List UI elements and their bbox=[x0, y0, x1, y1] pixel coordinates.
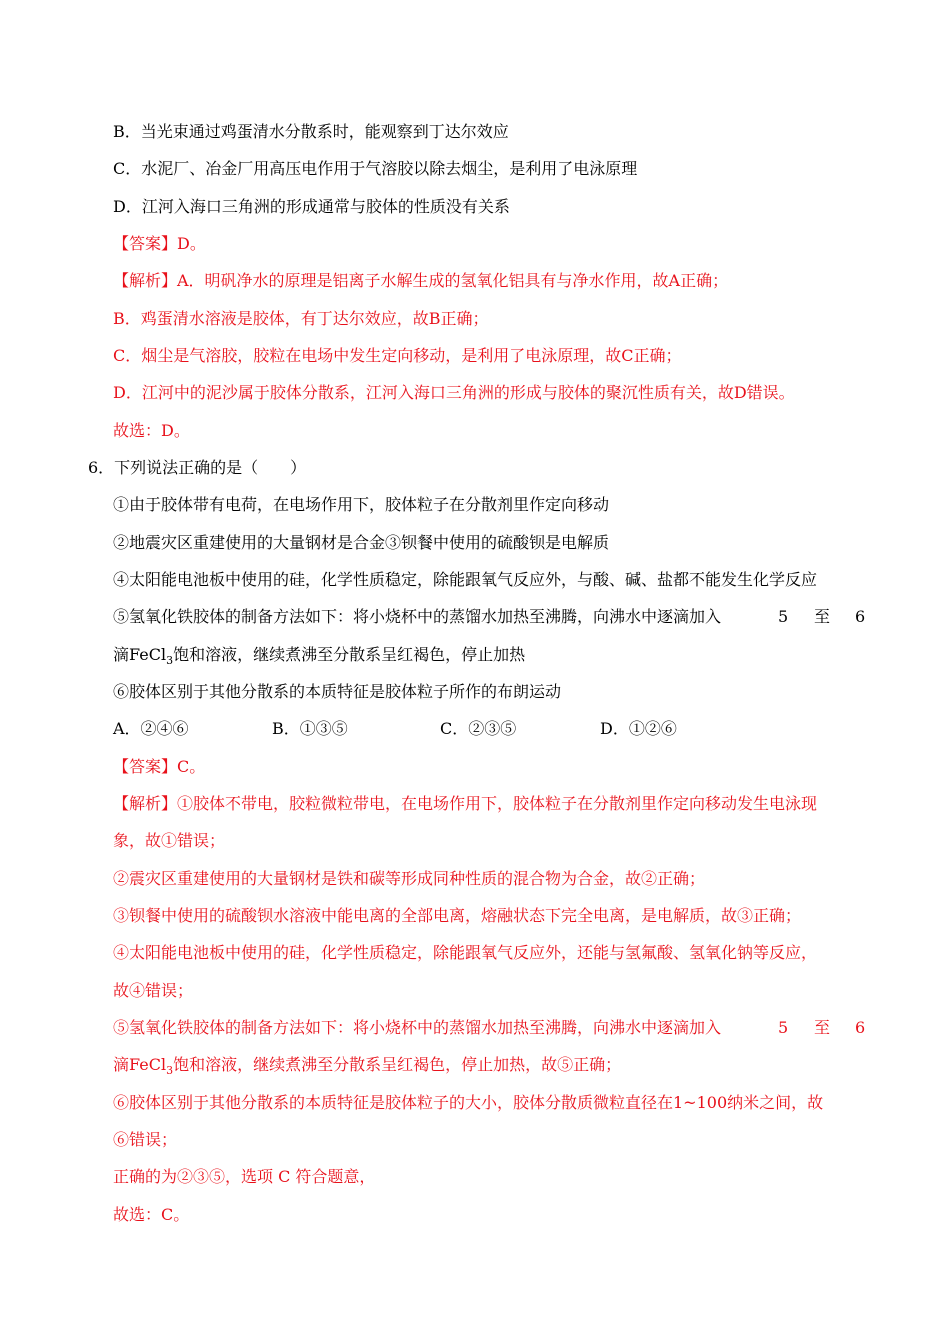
q6-analysis-5-num1: 5 bbox=[778, 1018, 789, 1037]
q6-analysis-1b: 象，故①错误； bbox=[113, 831, 226, 850]
q6-analysis-5-num2: 6 bbox=[855, 1018, 866, 1037]
q6-analysis-5-to: 至 bbox=[814, 1018, 831, 1037]
q6-analysis-5a-text: ⑤氢氧化铁胶体的制备方法如下：将小烧杯中的蒸馏水加热至沸腾，向沸水中逐滴加入 bbox=[113, 1018, 722, 1037]
q6-statement-5-cont-post: 饱和溶液，继续煮沸至分散系呈红褐色，停止加热 bbox=[173, 645, 526, 664]
q6-analysis-5a bbox=[113, 1017, 721, 1039]
q6-analysis-5b-subscript: 3 bbox=[166, 1064, 174, 1078]
q6-statement-5-cont-pre: 滴FeCl bbox=[113, 645, 167, 664]
q5-final-choice: 故选：D。 bbox=[113, 421, 190, 440]
q6-analysis-5b-post: 饱和溶液，继续煮沸至分散系呈红褐色，停止加热，故⑤正确； bbox=[173, 1055, 622, 1074]
q6-conclusion: 正确的为②③⑤，选项 C 符合题意， bbox=[113, 1167, 376, 1186]
q6-choice-a: A．②④⑥ bbox=[113, 719, 189, 738]
q5-analysis-a: 【解析】A．明矾净水的原理是铝离子水解生成的氢氧化铝具有与净水作用，故A正确； bbox=[113, 271, 729, 290]
q6-statement-2-3: ②地震灾区重建使用的大量钢材是合金③钡餐中使用的硫酸钡是电解质 bbox=[113, 533, 610, 552]
q6-final-choice: 故选：C。 bbox=[113, 1205, 190, 1224]
q6-statement-5 bbox=[113, 606, 721, 628]
q6-analysis-4b: 故④错误； bbox=[113, 981, 194, 1000]
q6-statement-5-text: ⑤氢氧化铁胶体的制备方法如下：将小烧杯中的蒸馏水加热至沸腾，向沸水中逐滴加入 bbox=[113, 607, 722, 626]
q6-analysis-6b: ⑥错误； bbox=[113, 1130, 178, 1149]
q6-statement-1: ①由于胶体带有电荷，在电场作用下，胶体粒子在分散剂里作定向移动 bbox=[113, 495, 610, 514]
q6-analysis-6a: ⑥胶体区别于其他分散系的本质特征是胶体粒子的大小，胶体分散质微粒直径在1~100纳米之间，故 bbox=[113, 1093, 824, 1112]
q5-option-b: B．当光束通过鸡蛋清水分散系时，能观察到丁达尔效应 bbox=[113, 122, 509, 141]
q6-analysis-3: ③钡餐中使用的硫酸钡水溶液中能电离的全部电离，熔融状态下完全电离，是电解质，故③正确； bbox=[113, 906, 802, 925]
q6-statement-5-num1: 5 bbox=[778, 607, 789, 626]
q6-analysis-5b-pre: 滴FeCl bbox=[113, 1055, 167, 1074]
q6-choice-b: B．①③⑤ bbox=[272, 719, 348, 738]
q5-analysis-b: B．鸡蛋清水溶液是胶体，有丁达尔效应，故B正确； bbox=[113, 309, 489, 328]
q6-statement-6: ⑥胶体区别于其他分散系的本质特征是胶体粒子所作的布朗运动 bbox=[113, 682, 562, 701]
q6-statement-5-subscript: 3 bbox=[166, 654, 174, 668]
q5-option-d: D．江河入海口三角洲的形成通常与胶体的性质没有关系 bbox=[113, 197, 510, 216]
q5-analysis-c: C．烟尘是气溶胶，胶粒在电场中发生定向移动，是利用了电泳原理，故C正确； bbox=[113, 346, 682, 365]
q6-answer: 【答案】C。 bbox=[113, 757, 206, 776]
q5-answer: 【答案】D。 bbox=[113, 234, 206, 253]
q5-analysis-d: D．江河中的泥沙属于胶体分散系，江河入海口三角洲的形成与胶体的聚沉性质有关，故D错误。 bbox=[113, 383, 795, 402]
q6-stem: 6．下列说法正确的是（ ） bbox=[88, 458, 307, 477]
q5-option-c: C．水泥厂、冶金厂用高压电作用于气溶胶以除去烟尘，是利用了电泳原理 bbox=[113, 159, 638, 178]
q6-statement-5-cont bbox=[113, 644, 525, 666]
q6-choice-d: D．①②⑥ bbox=[600, 719, 677, 738]
q6-statement-5-to: 至 bbox=[814, 607, 831, 626]
q6-analysis-1a: 【解析】①胶体不带电，胶粒微粒带电，在电场作用下，胶体粒子在分散剂里作定向移动发生电泳现 bbox=[113, 794, 818, 813]
q6-analysis-5b bbox=[113, 1054, 621, 1076]
q6-statement-5-num2: 6 bbox=[855, 607, 866, 626]
q6-analysis-4a: ④太阳能电池板中使用的硅，化学性质稳定，除能跟氧气反应外，还能与氢氟酸、氢氧化钠等反应， bbox=[113, 943, 818, 962]
q6-analysis-2: ②震灾区重建使用的大量钢材是铁和碳等形成同种性质的混合物为合金，故②正确； bbox=[113, 869, 706, 888]
q6-statement-4: ④太阳能电池板中使用的硅，化学性质稳定，除能跟氧气反应外，与酸、碱、盐都不能发生化学反应 bbox=[113, 570, 818, 589]
q6-choice-c: C．②③⑤ bbox=[440, 719, 517, 738]
